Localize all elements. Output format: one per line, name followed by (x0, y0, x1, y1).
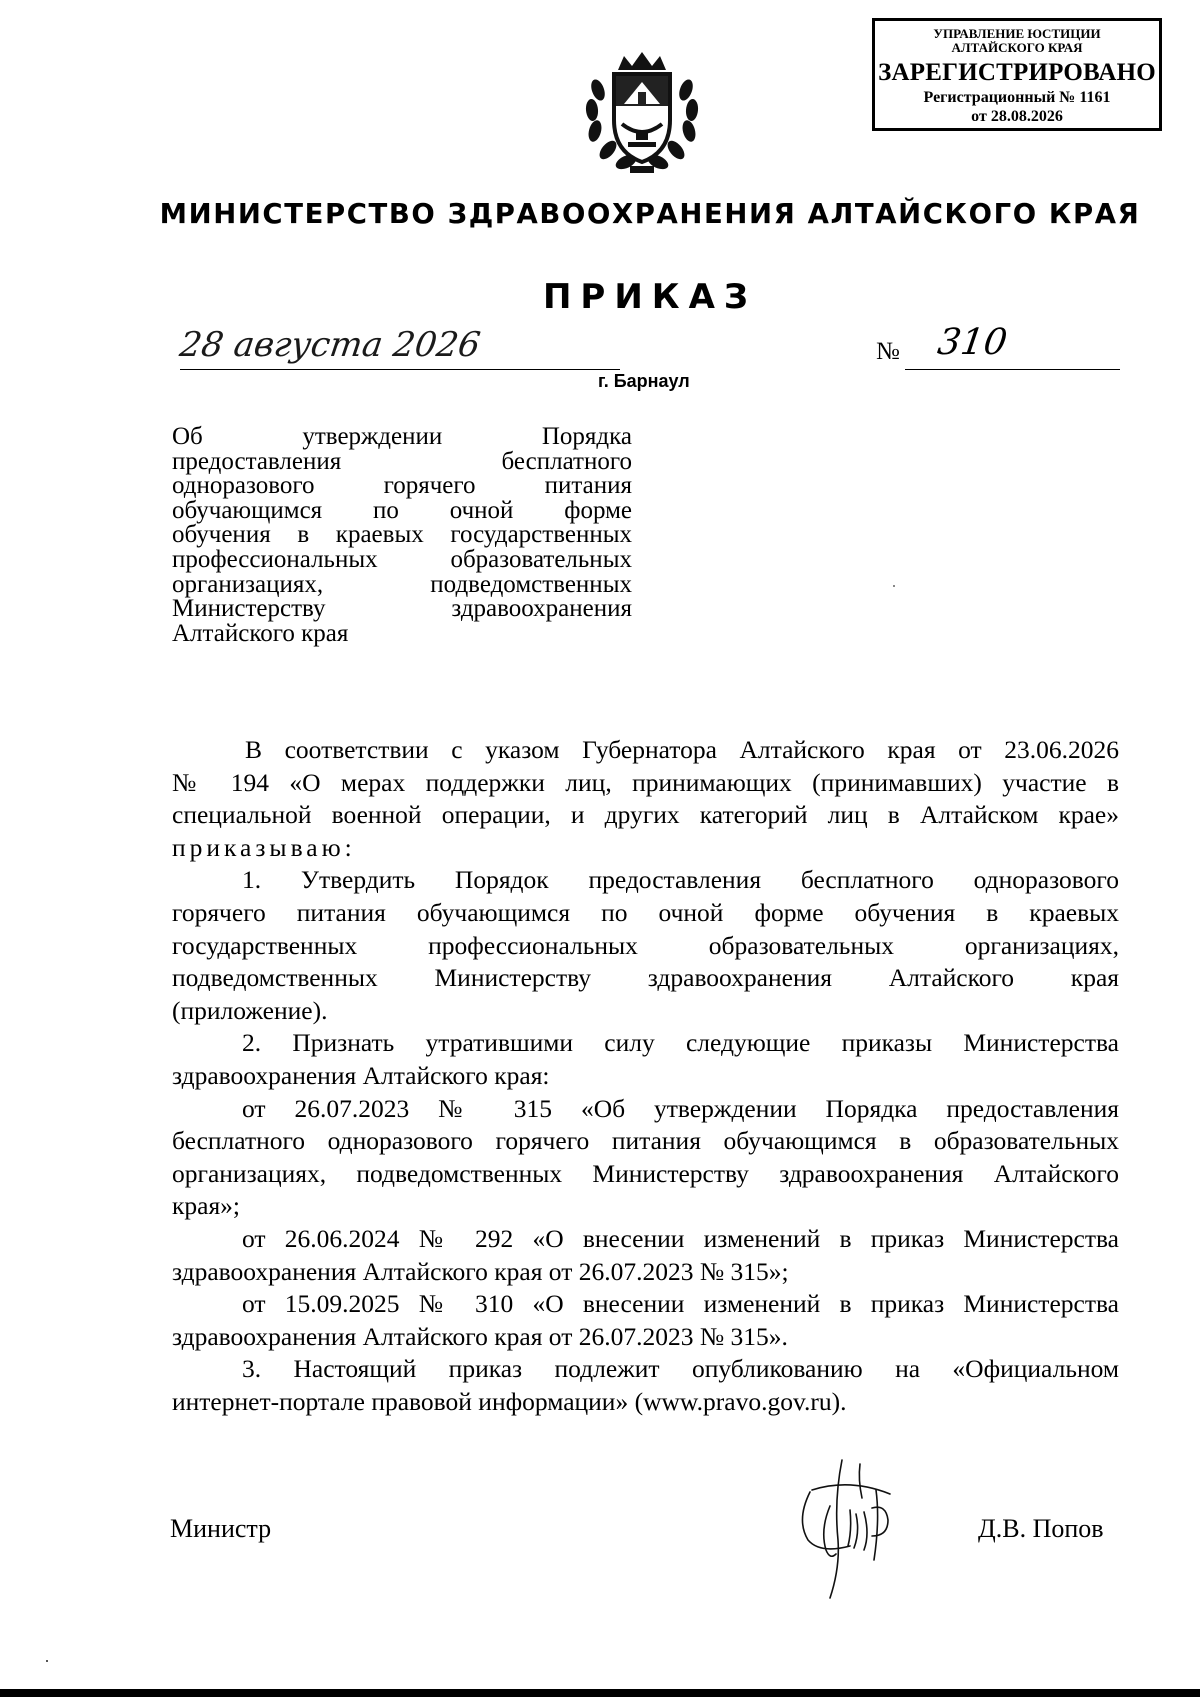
body-line: интернет-портале правовой информации» (www.pravo.gov.ru). (172, 1386, 847, 1416)
signer-name: Д.В. Попов (978, 1514, 1104, 1543)
order-subject (172, 425, 632, 646)
subject-line: организациях, подведомственных (172, 570, 632, 598)
body-line: 3. Настоящий приказ подлежит опубликованию на «Официальном (242, 1354, 1119, 1384)
scan-speck (893, 585, 895, 587)
signer-title: Министр (170, 1514, 272, 1543)
subject-line: обучения в краевых государственных (172, 521, 632, 549)
subject-line: Министерству здравоохранения (172, 595, 632, 623)
handwritten-order-number: 310 (935, 322, 1010, 363)
body-line: от 15.09.2025 № 310 «О внесении изменений в приказ Министерства (242, 1289, 1119, 1319)
stamp-reg-date: от 28.08.2026 (971, 108, 1063, 125)
body-line: специальной военной операции, и других категорий лиц в Алтайском крае» (172, 800, 1119, 830)
stamp-reg-number: Регистрационный № 1161 (923, 89, 1111, 106)
stamp-status: ЗАРЕГИСТРИРОВАНО (878, 59, 1156, 86)
body-line: В соответствии с указом Губернатора Алтайского края от 23.06.2026 (245, 735, 1119, 764)
scan-speck (46, 1660, 48, 1662)
body-line: горячего питания обучающимся по очной форме обучения в краевых (172, 897, 1119, 927)
handwritten-order-date: 28 августа 2026 (177, 325, 483, 365)
document-type: ПРИКАЗ (542, 277, 758, 317)
stamp-line-1: УПРАВЛЕНИЕ ЮСТИЦИИ (933, 26, 1101, 41)
date-underline (180, 369, 620, 370)
body-line: № 194 «О мерах поддержки лиц, принимающих (принимавших) участие в (172, 767, 1119, 797)
handwritten-signature-icon (790, 1450, 950, 1600)
body-line: здравоохранения Алтайского края: (172, 1060, 550, 1090)
body-line: 1. Утвердить Порядок предоставления бесплатного одноразового (242, 865, 1119, 895)
number-sign: № (876, 338, 900, 365)
body-line: здравоохранения Алтайского края от 26.07.2023 № 315»; (172, 1256, 789, 1286)
subject-line: обучающимся по очной форме (172, 496, 632, 524)
scan-bottom-edge (0, 1689, 1200, 1697)
stamp-line-2: АЛТАЙСКОГО КРАЯ (951, 40, 1083, 55)
body-line: от 26.06.2024 № 292 «О внесении изменений в приказ Министерства (242, 1223, 1119, 1253)
subject-line: профессиональных образовательных (172, 545, 632, 573)
subject-line: одноразового горячего питания (172, 472, 632, 500)
body-line: подведомственных Министерству здравоохранения Алтайского края (172, 963, 1119, 993)
body-line: края»; (172, 1191, 241, 1221)
altai-coat-of-arms-icon (578, 48, 706, 178)
order-body (172, 734, 1119, 1418)
body-line: от 26.07.2023 № 315 «Об утверждении Порядка предоставления (242, 1093, 1119, 1123)
body-line: организациях, подведомственных Министерству здравоохранения Алтайского (172, 1158, 1119, 1188)
body-line: государственных профессиональных образовательных организациях, (172, 930, 1119, 960)
body-line: бесплатного одноразового горячего питания обучающимся в образовательных (172, 1126, 1119, 1156)
subject-line: предоставления бесплатного (172, 447, 632, 475)
body-line: здравоохранения Алтайского края от 26.07.2023 № 315». (172, 1321, 788, 1351)
city-label: г. Барнаул (598, 371, 690, 391)
subject-line: Алтайского края (172, 619, 349, 647)
body-line: 2. Признать утратившими силу следующие приказы Министерства (242, 1028, 1119, 1058)
registration-stamp (872, 18, 1162, 131)
number-underline (905, 369, 1120, 370)
subject-line: Об утверждении Порядка (172, 423, 632, 450)
body-line: приказываю: (172, 832, 356, 862)
ministry-name: МИНИСТЕРСТВО ЗДРАВООХРАНЕНИЯ АЛТАЙСКОГО КРАЯ (159, 198, 1141, 230)
body-line: (приложение). (172, 995, 328, 1025)
